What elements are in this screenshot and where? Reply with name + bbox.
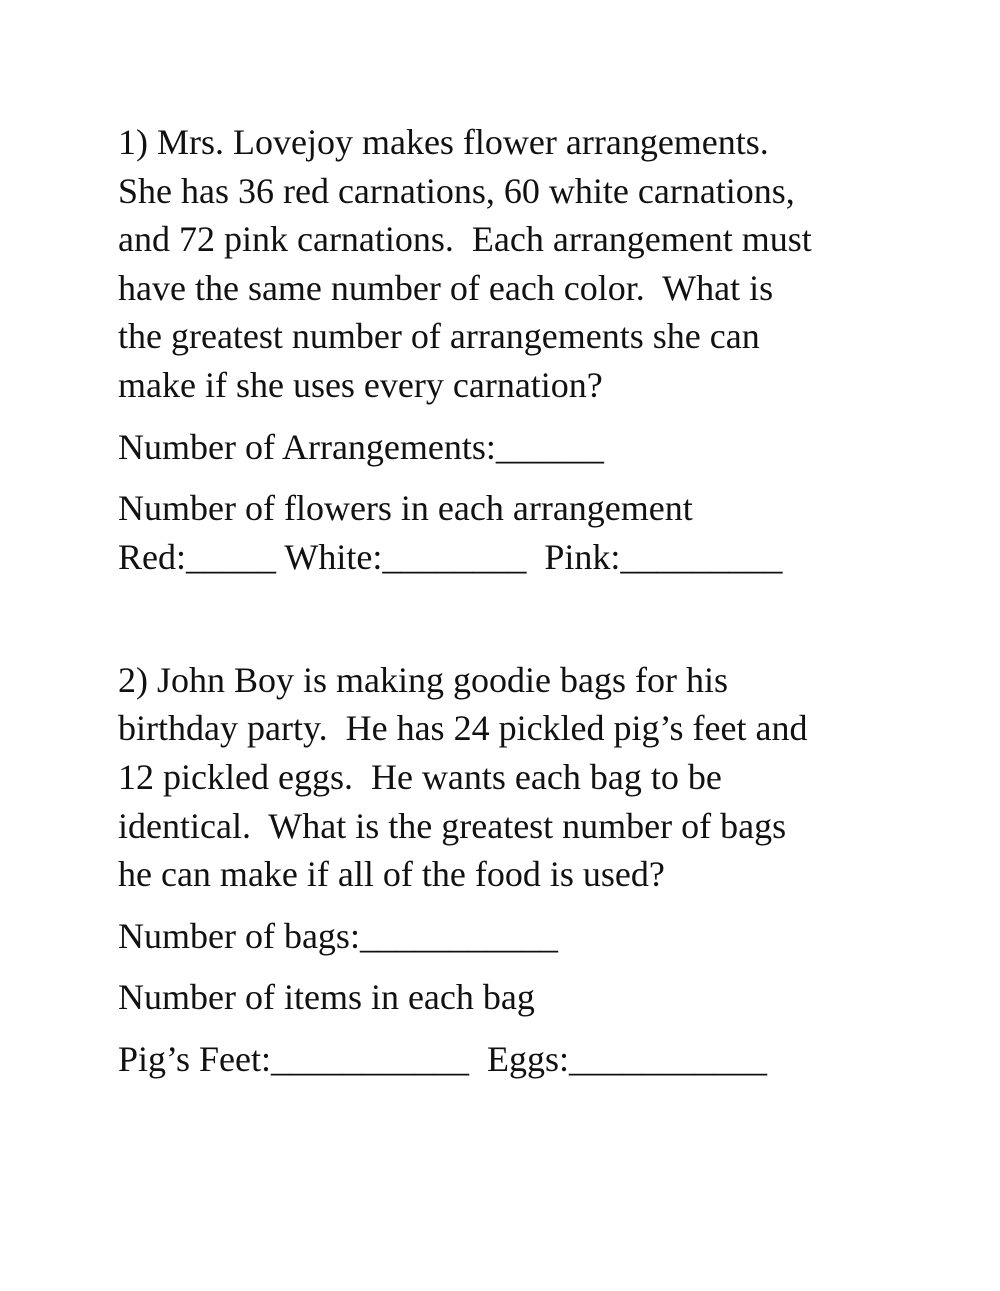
items-per-bag-heading: Number of items in each bag [118, 977, 535, 1017]
bags-label: Number of bags: [118, 916, 360, 956]
arrangements-answer-blank[interactable]: ______ [495, 427, 604, 467]
items-answer-row [118, 1041, 767, 1077]
pink-label: Pink: [544, 537, 621, 577]
pink-answer-blank[interactable]: _________ [620, 537, 783, 577]
arrangements-label: Number of Arrangements: [118, 427, 496, 467]
problem2-line-3: 12 pickled eggs. He wants each bag to be [118, 757, 722, 797]
problem2-line-1: 2) John Boy is making goodie bags for his [118, 660, 728, 700]
bags-answer-row [118, 918, 558, 954]
eggs-label: Eggs: [487, 1039, 570, 1079]
problem1-line-5: the greatest number of arrangements she can [118, 316, 760, 356]
bags-answer-blank[interactable]: ___________ [359, 916, 558, 956]
eggs-answer-blank[interactable]: ___________ [569, 1039, 768, 1079]
pigs-feet-answer-blank[interactable]: ___________ [271, 1039, 470, 1079]
problem1-line-2: She has 36 red carnations, 60 white carnations, [118, 171, 795, 211]
problem1-line-1: 1) Mrs. Lovejoy makes flower arrangements. [118, 122, 769, 162]
white-label: White: [284, 537, 383, 577]
problem2-line-4: identical. What is the greatest number of bags [118, 806, 787, 846]
problem1-line-6: make if she uses every carnation? [118, 365, 603, 405]
arrangements-answer-row [118, 429, 604, 465]
problem2-line-2: birthday party. He has 24 pickled pig’s feet and [118, 708, 808, 748]
problem2-line-5: he can make if all of the food is used? [118, 854, 665, 894]
pigs-feet-label: Pig’s Feet: [118, 1039, 272, 1079]
red-answer-blank[interactable]: _____ [186, 537, 276, 577]
color-answer-row [118, 539, 782, 575]
white-answer-blank[interactable]: ________ [382, 537, 527, 577]
red-label: Red: [118, 537, 186, 577]
problem1-line-4: have the same number of each color. What is [118, 268, 774, 308]
flowers-per-arrangement-heading: Number of flowers in each arrangement [118, 488, 693, 528]
problem1-line-3: and 72 pink carnations. Each arrangement must [118, 219, 812, 259]
